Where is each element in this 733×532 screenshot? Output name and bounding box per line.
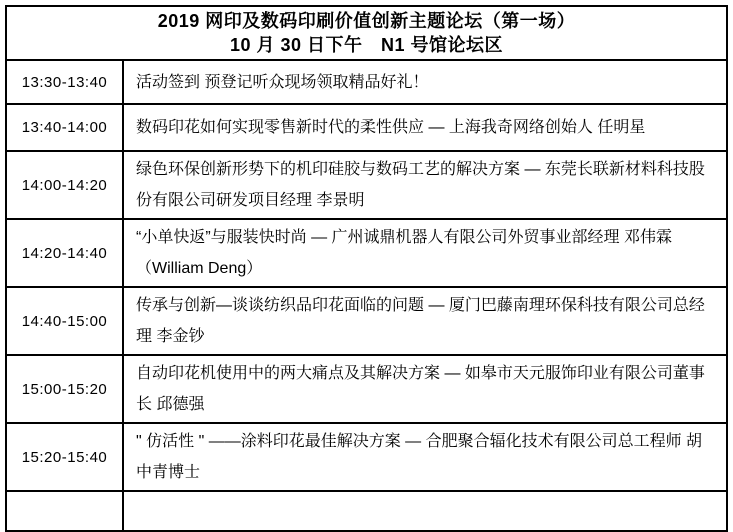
time-cell: 13:40-14:00	[6, 104, 123, 151]
time-cell	[6, 491, 123, 531]
topic-cell: " 仿活性 " ——涂料印花最佳解决方案 — 合肥聚合辐化技术有限公司总工程师 胡中青博士	[123, 423, 727, 491]
table-row	[6, 355, 727, 423]
header-cell	[6, 6, 727, 60]
table-row	[6, 104, 727, 151]
topic-cell	[123, 491, 727, 531]
topic-cell: “小单快返”与服装快时尚 — 广州诚鼎机器人有限公司外贸事业部经理 邓伟霖（William Deng）	[123, 219, 727, 287]
topic-cell: 活动签到 预登记听众现场领取精品好礼！	[123, 60, 727, 104]
table-row	[6, 60, 727, 104]
topic-cell: 绿色环保创新形势下的机印硅胶与数码工艺的解决方案 — 东莞长联新材料科技股份有限公司研发项目经理 李景明	[123, 151, 727, 219]
schedule-table	[5, 5, 728, 532]
time-cell: 14:40-15:00	[6, 287, 123, 355]
table-row	[6, 423, 727, 491]
time-cell: 14:00-14:20	[6, 151, 123, 219]
topic-cell: 自动印花机使用中的两大痛点及其解决方案 — 如皋市天元服饰印业有限公司董事长 邱德强	[123, 355, 727, 423]
table-row-partial	[6, 491, 727, 531]
time-cell: 13:30-13:40	[6, 60, 123, 104]
time-cell: 15:00-15:20	[6, 355, 123, 423]
table-header-row	[6, 6, 727, 60]
table-row	[6, 287, 727, 355]
forum-title: 2019 网印及数码印刷价值创新主题论坛（第一场）	[157, 11, 576, 31]
table-row	[6, 151, 727, 219]
time-cell: 15:20-15:40	[6, 423, 123, 491]
topic-cell: 数码印花如何实现零售新时代的柔性供应 — 上海我奇网络创始人 任明星	[123, 104, 727, 151]
topic-cell: 传承与创新—谈谈纺织品印花面临的问题 — 厦门巴藤南理环保科技有限公司总经理 李金钞	[123, 287, 727, 355]
table-row	[6, 219, 727, 287]
time-cell: 14:20-14:40	[6, 219, 123, 287]
forum-date-location: 10 月 30 日下午 N1 号馆论坛区	[229, 35, 504, 55]
